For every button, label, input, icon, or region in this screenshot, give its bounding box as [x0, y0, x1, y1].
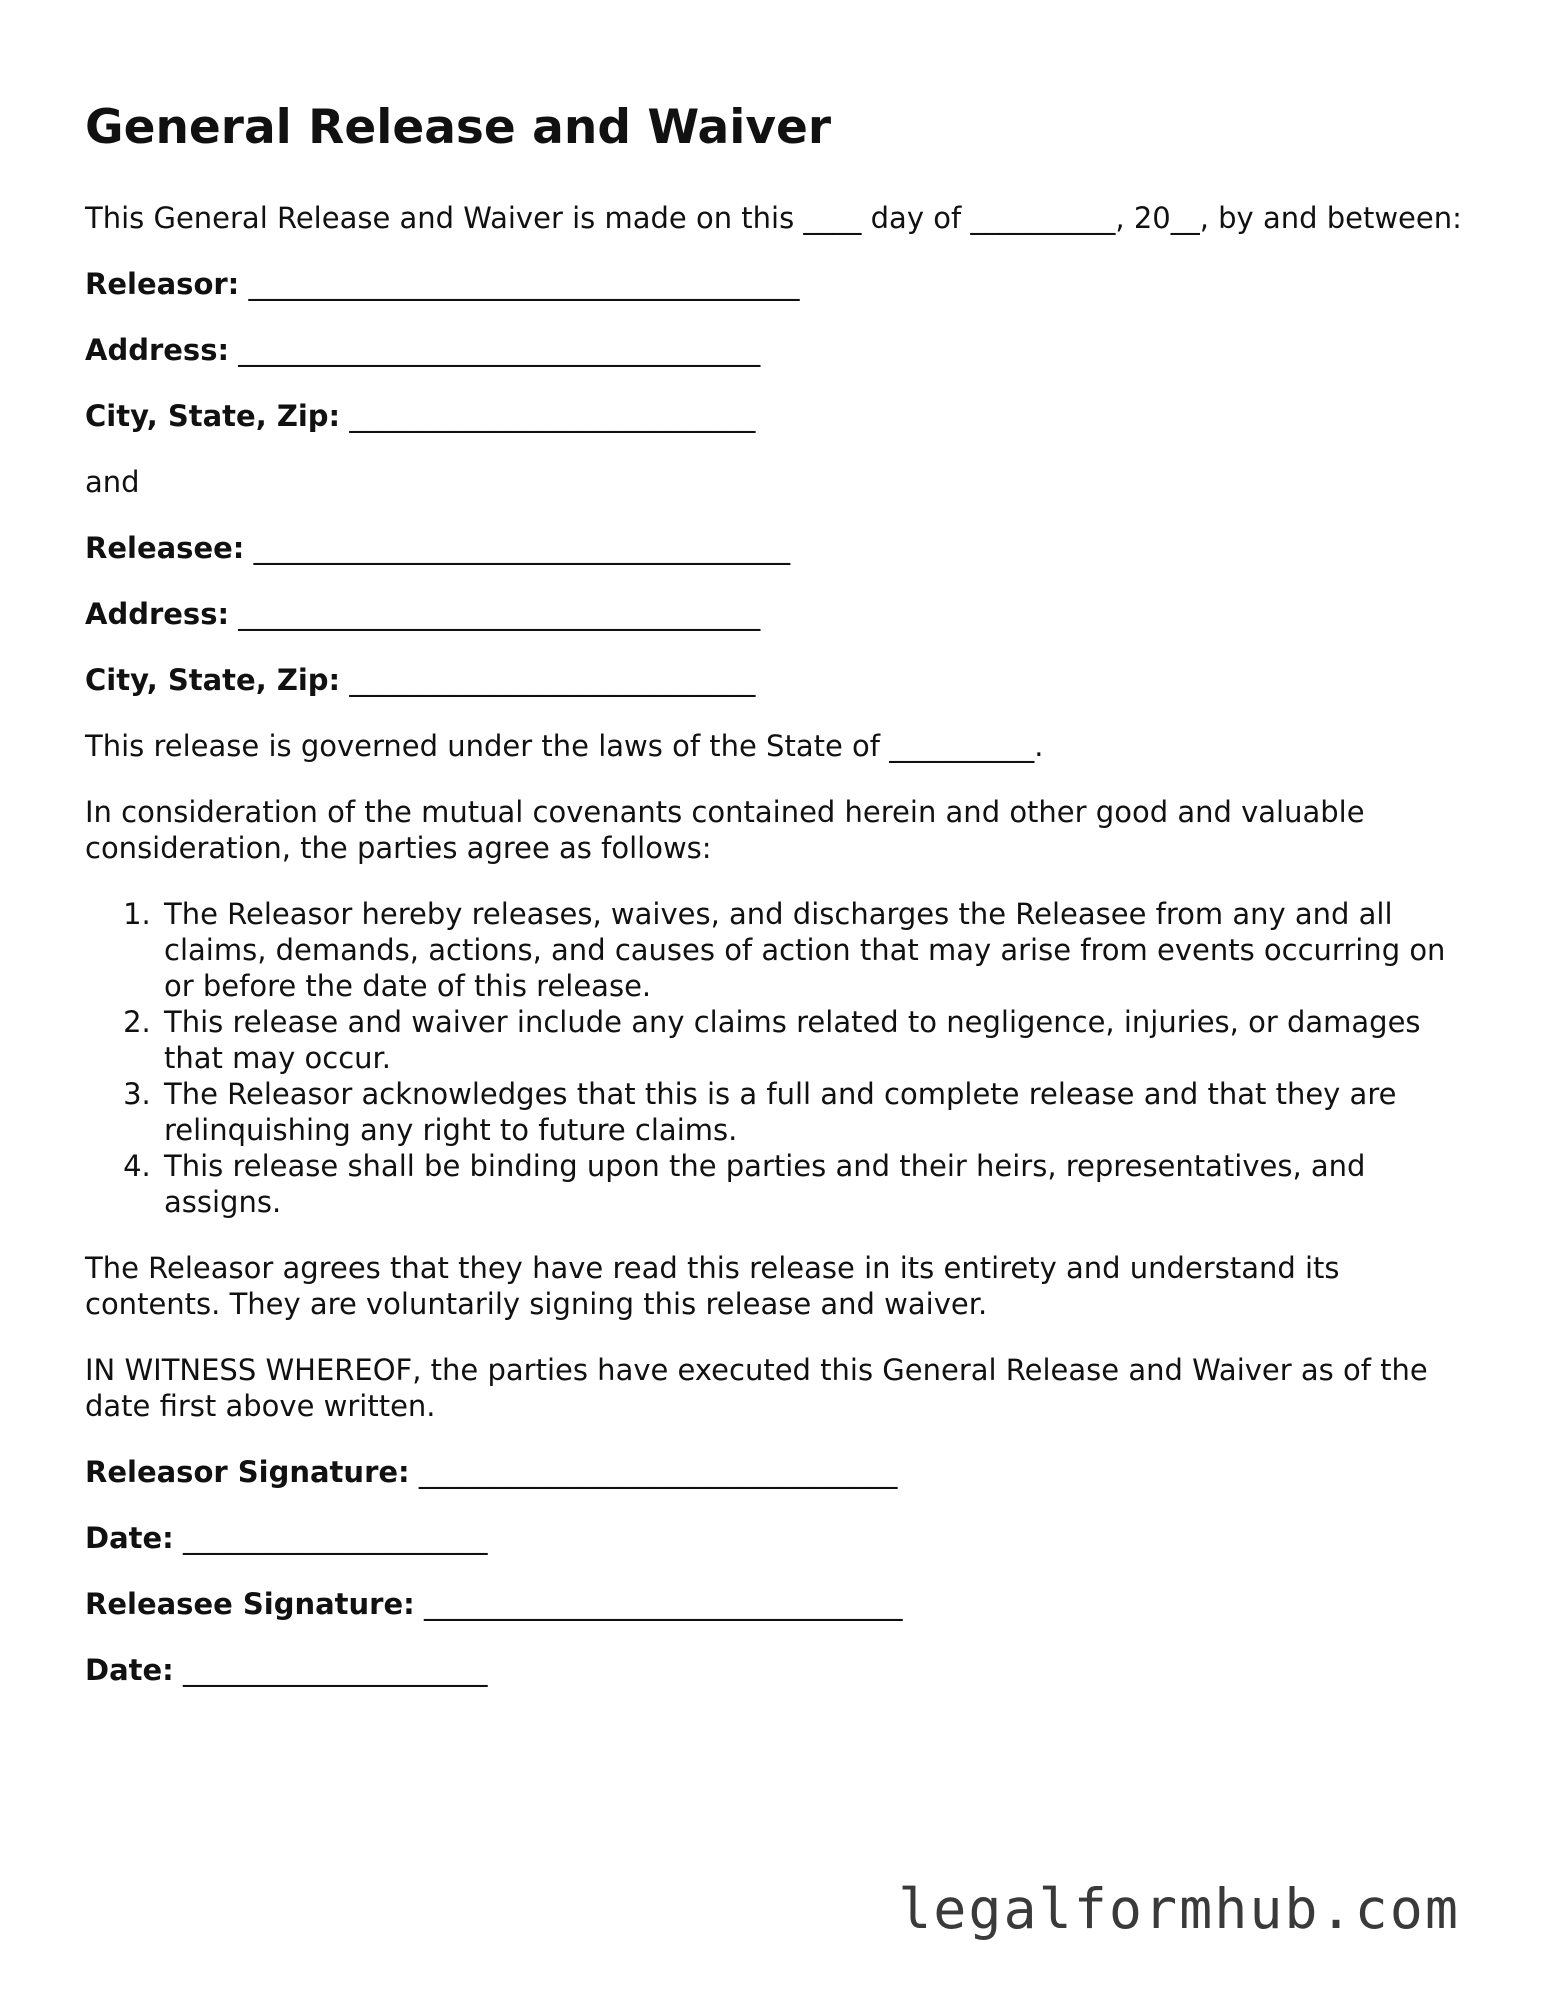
document-title: General Release and Waiver: [85, 100, 832, 155]
releasor-address-blank: ____________________________________: [238, 333, 761, 368]
term-item: 1. The Releasor hereby releases, waives, and discharges the Releasee from any and all claims, demands, actions, and causes of action that may arise from events occurring on or before the date of this release.: [160, 896, 1465, 1004]
releasee-city-field: [85, 662, 1465, 698]
releasee-city-label: City, State, Zip:: [85, 663, 341, 698]
term-item: 4. This release shall be binding upon the parties and their heirs, representatives, and assigns.: [160, 1148, 1465, 1220]
releasor-name-label: Releasor:: [85, 267, 240, 302]
releasor-date-blank: _____________________: [183, 1521, 488, 1556]
releasee-name-label: Releasee:: [85, 531, 245, 566]
consideration-paragraph: In consideration of the mutual covenants contained herein and other good and valuable consideration, the parties agree as follows:: [85, 795, 1365, 866]
brand-watermark: legalformhub.com: [898, 1877, 1460, 1941]
governing-law-paragraph: This release is governed under the laws of the State of __________.: [85, 729, 1044, 764]
acknowledgement-paragraph: The Releasor agrees that they have read this release in its entirety and understand its contents. They are voluntarily signing this release and waiver.: [85, 1251, 1340, 1322]
releasee-city-blank: ____________________________: [349, 663, 756, 698]
and-separator: and: [85, 465, 140, 500]
releasee-name-field: [85, 530, 1465, 566]
term-item: 2. This release and waiver include any claims related to negligence, injuries, or damages that may occur.: [160, 1004, 1465, 1076]
releasor-date-field: [85, 1520, 1465, 1556]
releasor-city-field: [85, 398, 1465, 434]
releasee-address-field: [85, 596, 1465, 632]
releasee-date-field: [85, 1652, 1465, 1688]
releasor-name-blank: ______________________________________: [248, 267, 800, 302]
terms-list: [85, 896, 1465, 1220]
witness-paragraph: IN WITNESS WHEREOF, the parties have executed this General Release and Waiver as of the date first above written.: [85, 1353, 1428, 1424]
document-page: [85, 100, 1465, 1718]
releasor-address-label: Address:: [85, 333, 230, 368]
intro-paragraph: This General Release and Waiver is made on this ____ day of __________, 20__, by and between:: [85, 201, 1462, 236]
releasee-signature-blank: _________________________________: [423, 1587, 903, 1622]
releasor-name-field: [85, 266, 1465, 302]
releasor-signature-field: [85, 1454, 1465, 1490]
releasor-address-field: [85, 332, 1465, 368]
releasor-city-blank: ____________________________: [349, 399, 756, 434]
releasee-signature-field: [85, 1586, 1465, 1622]
releasor-date-label: Date:: [85, 1521, 174, 1556]
releasee-signature-label: Releasee Signature:: [85, 1587, 415, 1622]
releasor-signature-blank: _________________________________: [418, 1455, 898, 1490]
term-item: 3. The Releasor acknowledges that this is a full and complete release and that they are relinquishing any right to future claims.: [160, 1076, 1465, 1148]
releasee-address-label: Address:: [85, 597, 230, 632]
releasee-date-label: Date:: [85, 1653, 174, 1688]
releasor-city-label: City, State, Zip:: [85, 399, 341, 434]
releasee-name-blank: _____________________________________: [253, 531, 791, 566]
releasor-signature-label: Releasor Signature:: [85, 1455, 410, 1490]
releasee-date-blank: _____________________: [183, 1653, 488, 1688]
releasee-address-blank: ____________________________________: [238, 597, 761, 632]
